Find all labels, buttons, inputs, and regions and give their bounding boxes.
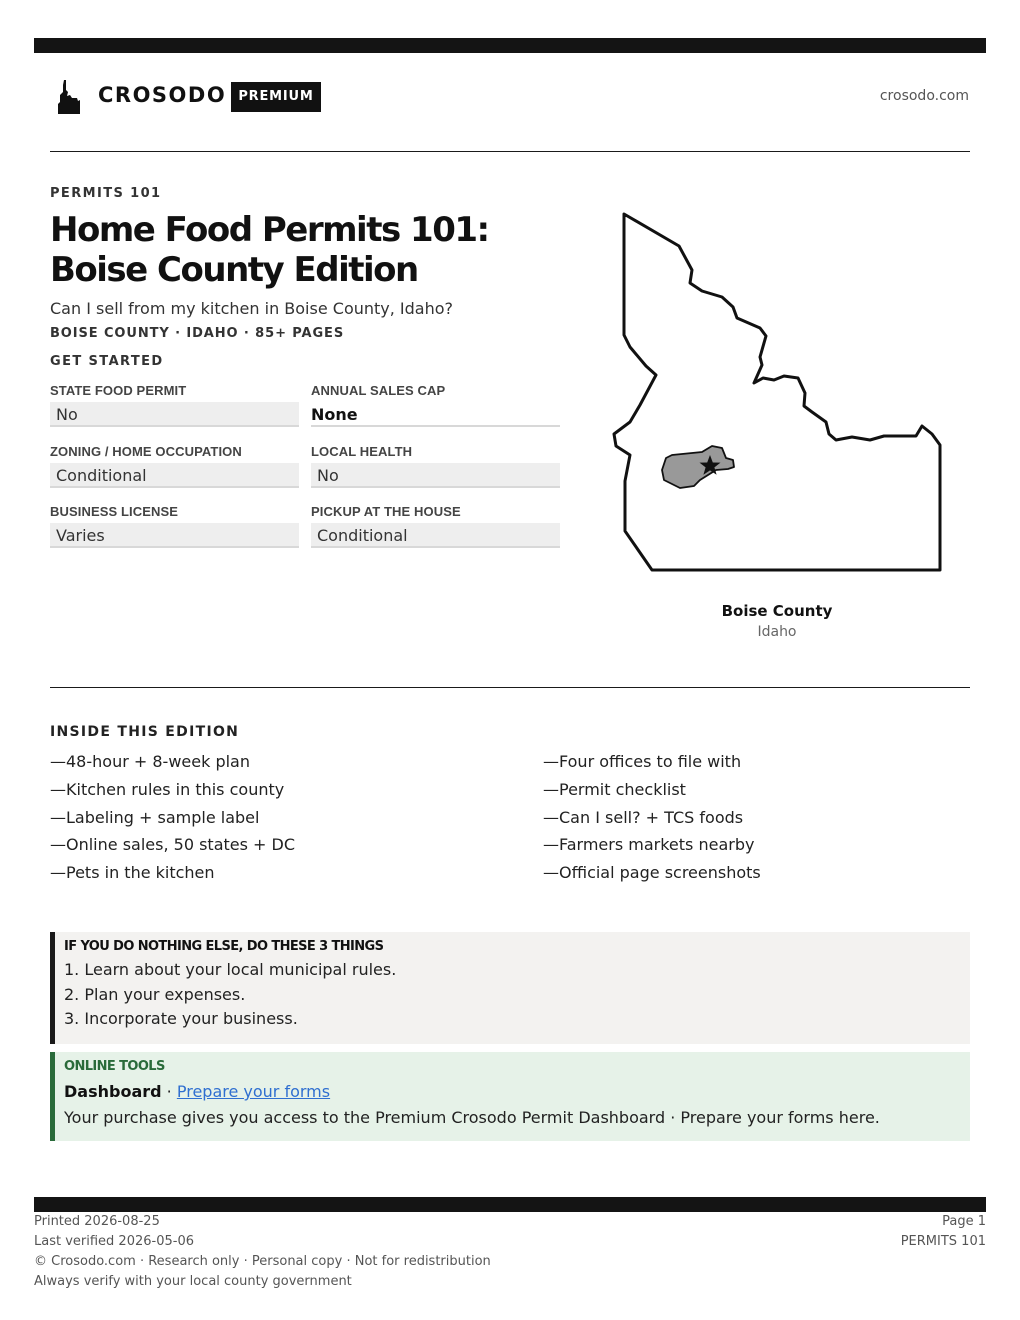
field-pickup-at-the-house [311, 504, 560, 554]
list-item: —Farmers markets nearby [543, 835, 755, 855]
field-local-health [311, 444, 560, 494]
footer-left [34, 1212, 491, 1292]
callout-item: 1. Learn about your local municipal rules. [64, 960, 397, 979]
list-item: —Four offices to file with [543, 752, 742, 771]
brand-name[interactable]: CROSODO [98, 83, 227, 107]
field-value: No [50, 402, 299, 427]
field-label: STATE FOOD PERMIT [50, 383, 187, 398]
tools-links [64, 1079, 970, 1105]
field-label: BUSINESS LICENSE [50, 504, 179, 519]
list-item: —Permit checklist [543, 779, 686, 799]
field-value: Conditional [311, 523, 560, 548]
callout-item: 3. Incorporate your business. [64, 1009, 298, 1028]
field-value: Varies [50, 523, 299, 548]
field-annual-sales-cap [311, 383, 560, 433]
map-county-label: Boise County [721, 602, 833, 620]
top-bar [34, 38, 986, 53]
list-item: —Pets in the kitchen [50, 863, 215, 883]
field-label: PICKUP AT THE HOUSE [311, 504, 461, 519]
idaho-county-map [610, 208, 946, 576]
inside-list-left [50, 748, 295, 887]
list-item: —Official page screenshots [543, 863, 761, 883]
site-url[interactable]: crosodo.com [879, 88, 969, 104]
field-label: ZONING / HOME OCCUPATION [50, 444, 242, 459]
printed-date: Printed 2026-08-25 [34, 1214, 160, 1229]
verified-date: Last verified 2026-05-06 [34, 1234, 194, 1249]
page-number: Page 1 [942, 1214, 986, 1229]
field-value: No [311, 463, 560, 488]
map-state-label: Idaho [757, 624, 797, 640]
separator: · [161, 1082, 177, 1101]
footer-right [901, 1212, 986, 1252]
idaho-logo-icon [58, 80, 82, 114]
field-label: ANNUAL SALES CAP [311, 383, 446, 398]
online-tools-callout [50, 1052, 970, 1141]
copyright: © Crosodo.com · Research only · Personal copy · Not for redistribution [34, 1254, 491, 1269]
inside-list-right [543, 748, 761, 887]
section-divider [50, 687, 970, 688]
callout-heading: IF YOU DO NOTHING ELSE, DO THESE 3 THINGS [64, 939, 384, 954]
list-item: —Labeling + sample label [50, 807, 260, 827]
footer-bar [34, 1197, 986, 1212]
subtitle: Can I sell from my kitchen in Boise County, Idaho? [50, 299, 454, 318]
list-item: —48-hour + 8-week plan [50, 752, 250, 771]
kicker: PERMITS 101 [50, 186, 162, 201]
header-divider [50, 151, 970, 152]
edition-meta: BOISE COUNTY · IDAHO · 85+ PAGES [50, 326, 345, 341]
list-item: —Online sales, 50 states + DC [50, 835, 296, 855]
page-title: Home Food Permits 101: Boise County Edition [50, 210, 489, 290]
footer-section: PERMITS 101 [900, 1234, 986, 1249]
verify-note: Always verify with your local county government [34, 1274, 352, 1289]
dashboard-label: Dashboard [64, 1082, 162, 1101]
tools-description: Your purchase gives you access to the Premium Crosodo Permit Dashboard · Prepare your forms here. [64, 1108, 880, 1127]
three-things-callout [50, 932, 970, 1044]
field-zoning-home-occupation [50, 444, 299, 494]
idaho-state-outline [614, 214, 940, 570]
field-state-food-permit [50, 383, 299, 433]
premium-badge: PREMIUM [231, 82, 321, 112]
tools-heading: ONLINE TOOLS [64, 1059, 165, 1074]
prepare-forms-link[interactable]: Prepare your forms [176, 1082, 331, 1101]
get-started-heading: GET STARTED [50, 354, 164, 369]
list-item: —Kitchen rules in this county [50, 779, 285, 799]
callout-item: 2. Plan your expenses. [64, 984, 246, 1004]
list-item: —Can I sell? + TCS foods [543, 807, 744, 827]
field-value: Conditional [50, 463, 299, 488]
field-value: None [311, 402, 560, 427]
inside-heading: INSIDE THIS EDITION [50, 724, 240, 740]
field-business-license [50, 504, 299, 554]
field-label: LOCAL HEALTH [311, 444, 413, 459]
